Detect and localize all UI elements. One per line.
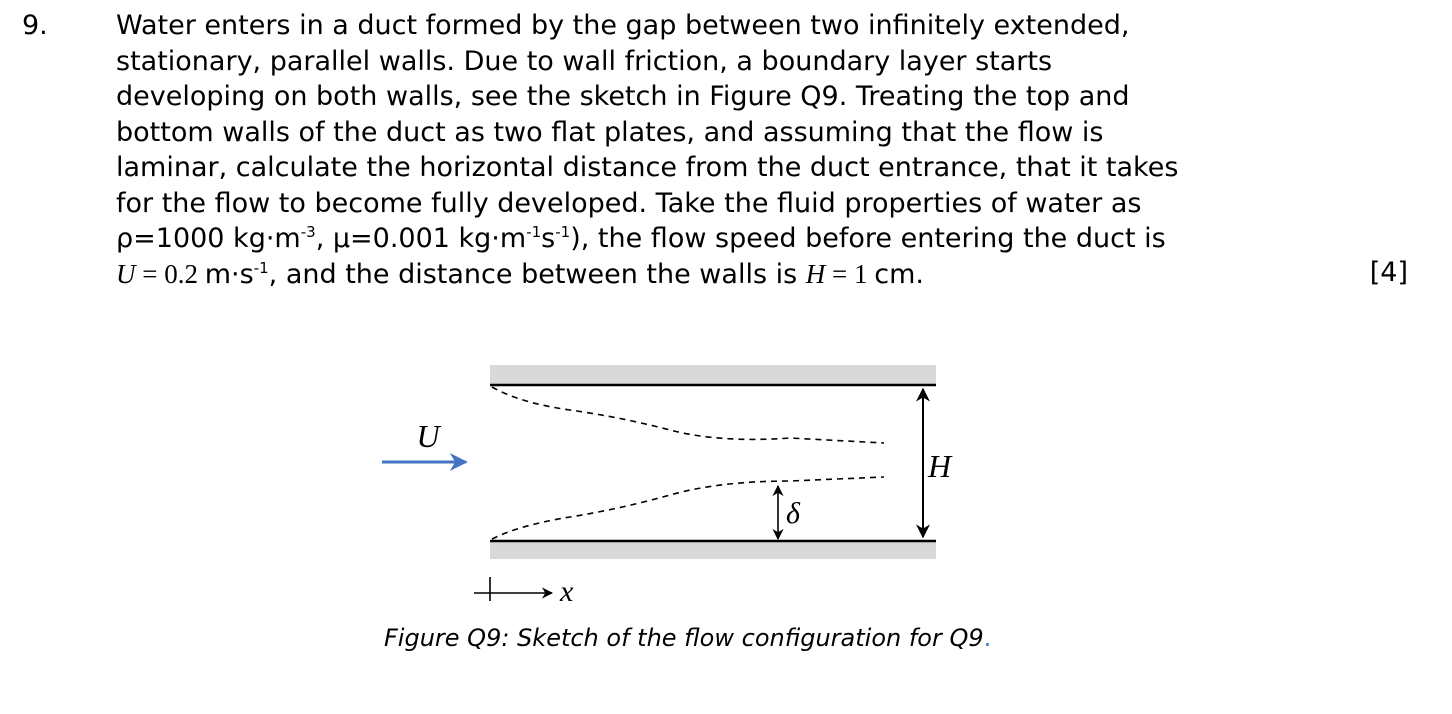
question-line: developing on both walls, see the sketch in Figure Q9. Treating the top and xyxy=(116,81,1130,112)
question-text xyxy=(116,8,1416,292)
question-number: 9. xyxy=(22,10,48,41)
fluid-properties-tail: ), the flow speed before entering the duct is xyxy=(570,223,1166,254)
viscosity-exponent-2: -1 xyxy=(555,223,571,241)
question-marks: [4] xyxy=(1369,257,1408,288)
fluid-properties-line xyxy=(116,221,1416,257)
velocity-symbol: U xyxy=(116,258,136,289)
top-wall xyxy=(490,365,936,385)
density-text: ρ=1000 kg·m xyxy=(116,223,301,254)
question-line: Water enters in a duct formed by the gap between two infinitely extended, xyxy=(116,10,1130,41)
question-line: for the flow to become fully developed. Take the fluid properties of water as xyxy=(116,187,1142,219)
viscosity-exponent-1: -1 xyxy=(526,223,542,241)
viscosity-text: , μ=0.001 kg·m xyxy=(315,223,527,254)
viscosity-unit-s: s xyxy=(541,223,556,254)
figure-caption xyxy=(384,622,991,654)
velocity-value: = 0.2 xyxy=(135,258,205,289)
figure-caption-period: . xyxy=(983,624,992,652)
velocity-label: U xyxy=(416,418,440,454)
given-values-middle: , and the distance between the walls is xyxy=(268,258,806,290)
height-value: = 1 xyxy=(825,258,875,289)
velocity-unit-exponent: -1 xyxy=(253,258,269,277)
given-values-line xyxy=(116,257,1416,293)
thickness-label: δ xyxy=(786,497,800,530)
top-boundary-layer-edge xyxy=(492,387,884,443)
figure-caption-text: Figure Q9: Sketch of the flow configuration for Q9 xyxy=(384,624,984,652)
question-line: stationary, parallel walls. Due to wall friction, a boundary layer starts xyxy=(116,45,1053,77)
x-axis-label: x xyxy=(560,575,574,608)
flow-sketch-figure xyxy=(370,355,970,610)
question-line: bottom walls of the duct as two flat plates, and assuming that the flow is xyxy=(116,116,1104,148)
velocity-unit: m·s xyxy=(204,258,254,290)
bottom-wall xyxy=(490,541,936,559)
height-unit: cm. xyxy=(874,258,924,290)
question-line: laminar, calculate the horizontal distance from the duct entrance, that it takes xyxy=(116,152,1179,183)
density-exponent: -3 xyxy=(300,223,316,241)
height-symbol: H xyxy=(805,258,826,289)
bottom-boundary-layer-edge xyxy=(492,477,884,539)
height-label: H xyxy=(928,448,952,484)
